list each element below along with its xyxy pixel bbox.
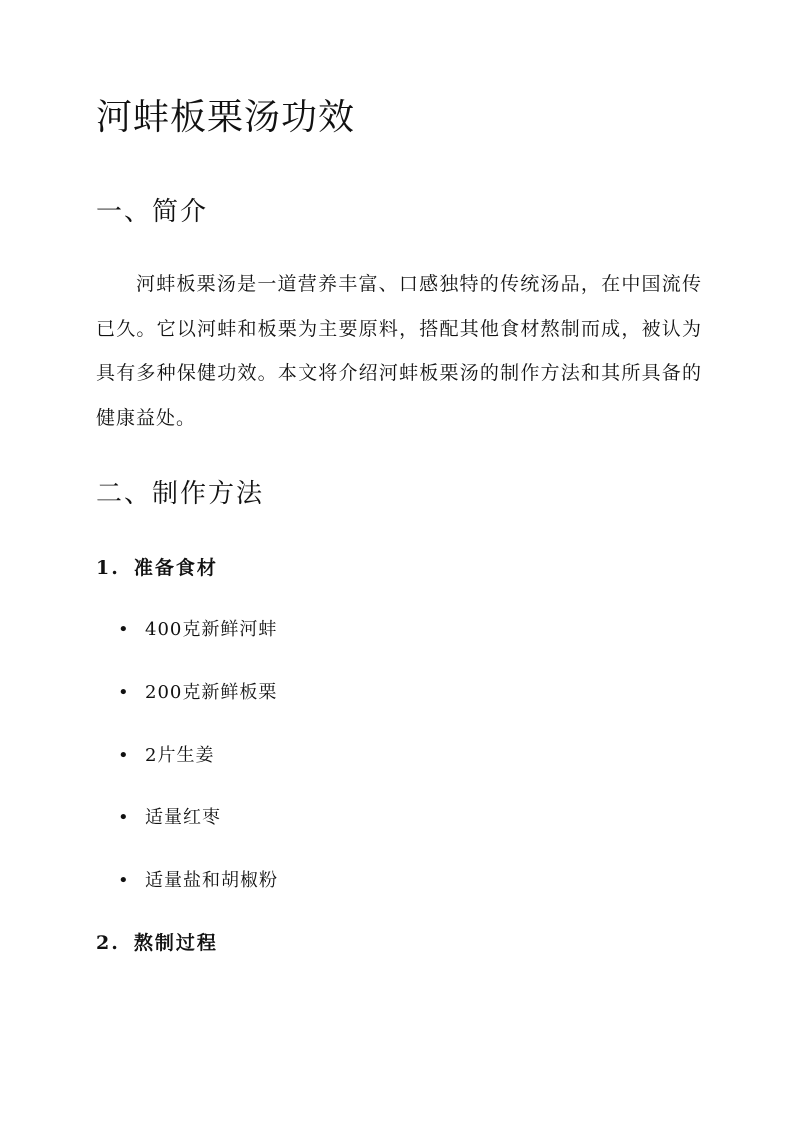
step-heading-prepare-ingredients [96, 553, 218, 583]
ingredient-text: 适量盐和胡椒粉 [145, 870, 278, 891]
list-item [0, 803, 500, 833]
document-title: 河蚌板栗汤功效 [96, 97, 356, 138]
bullet-icon: • [118, 745, 130, 766]
bullet-icon: • [118, 870, 130, 891]
list-item [0, 866, 500, 896]
list-item [0, 615, 500, 645]
ingredient-text: 2片生姜 [145, 745, 215, 766]
bullet-icon: • [118, 619, 130, 640]
ingredient-text: 200克新鲜板栗 [145, 682, 278, 703]
section-heading-intro: 一、简介 [96, 197, 209, 227]
intro-paragraph: 河蚌板栗汤是一道营养丰富、口感独特的传统汤品，在中国流传已久。它以河蚌和板栗为主要原料，搭配其他食材熬制而成，被认为具有多种保健功效。本文将介绍河蚌板栗汤的制作方法和其所具备的健康益处。 [96, 273, 702, 429]
ingredient-text: 400克新鲜河蚌 [145, 619, 278, 640]
list-item [0, 678, 500, 708]
step-heading-cooking-process [96, 928, 218, 958]
list-item [0, 741, 500, 771]
step-number: 2. [96, 932, 120, 954]
ingredient-text: 适量红枣 [145, 807, 221, 828]
step-title: 熬制过程 [133, 932, 218, 954]
step-title: 准备食材 [133, 557, 218, 579]
bullet-icon: • [118, 682, 130, 703]
section-heading-method: 二、制作方法 [96, 479, 265, 509]
bullet-icon: • [118, 807, 130, 828]
step-number: 1. [96, 557, 120, 579]
